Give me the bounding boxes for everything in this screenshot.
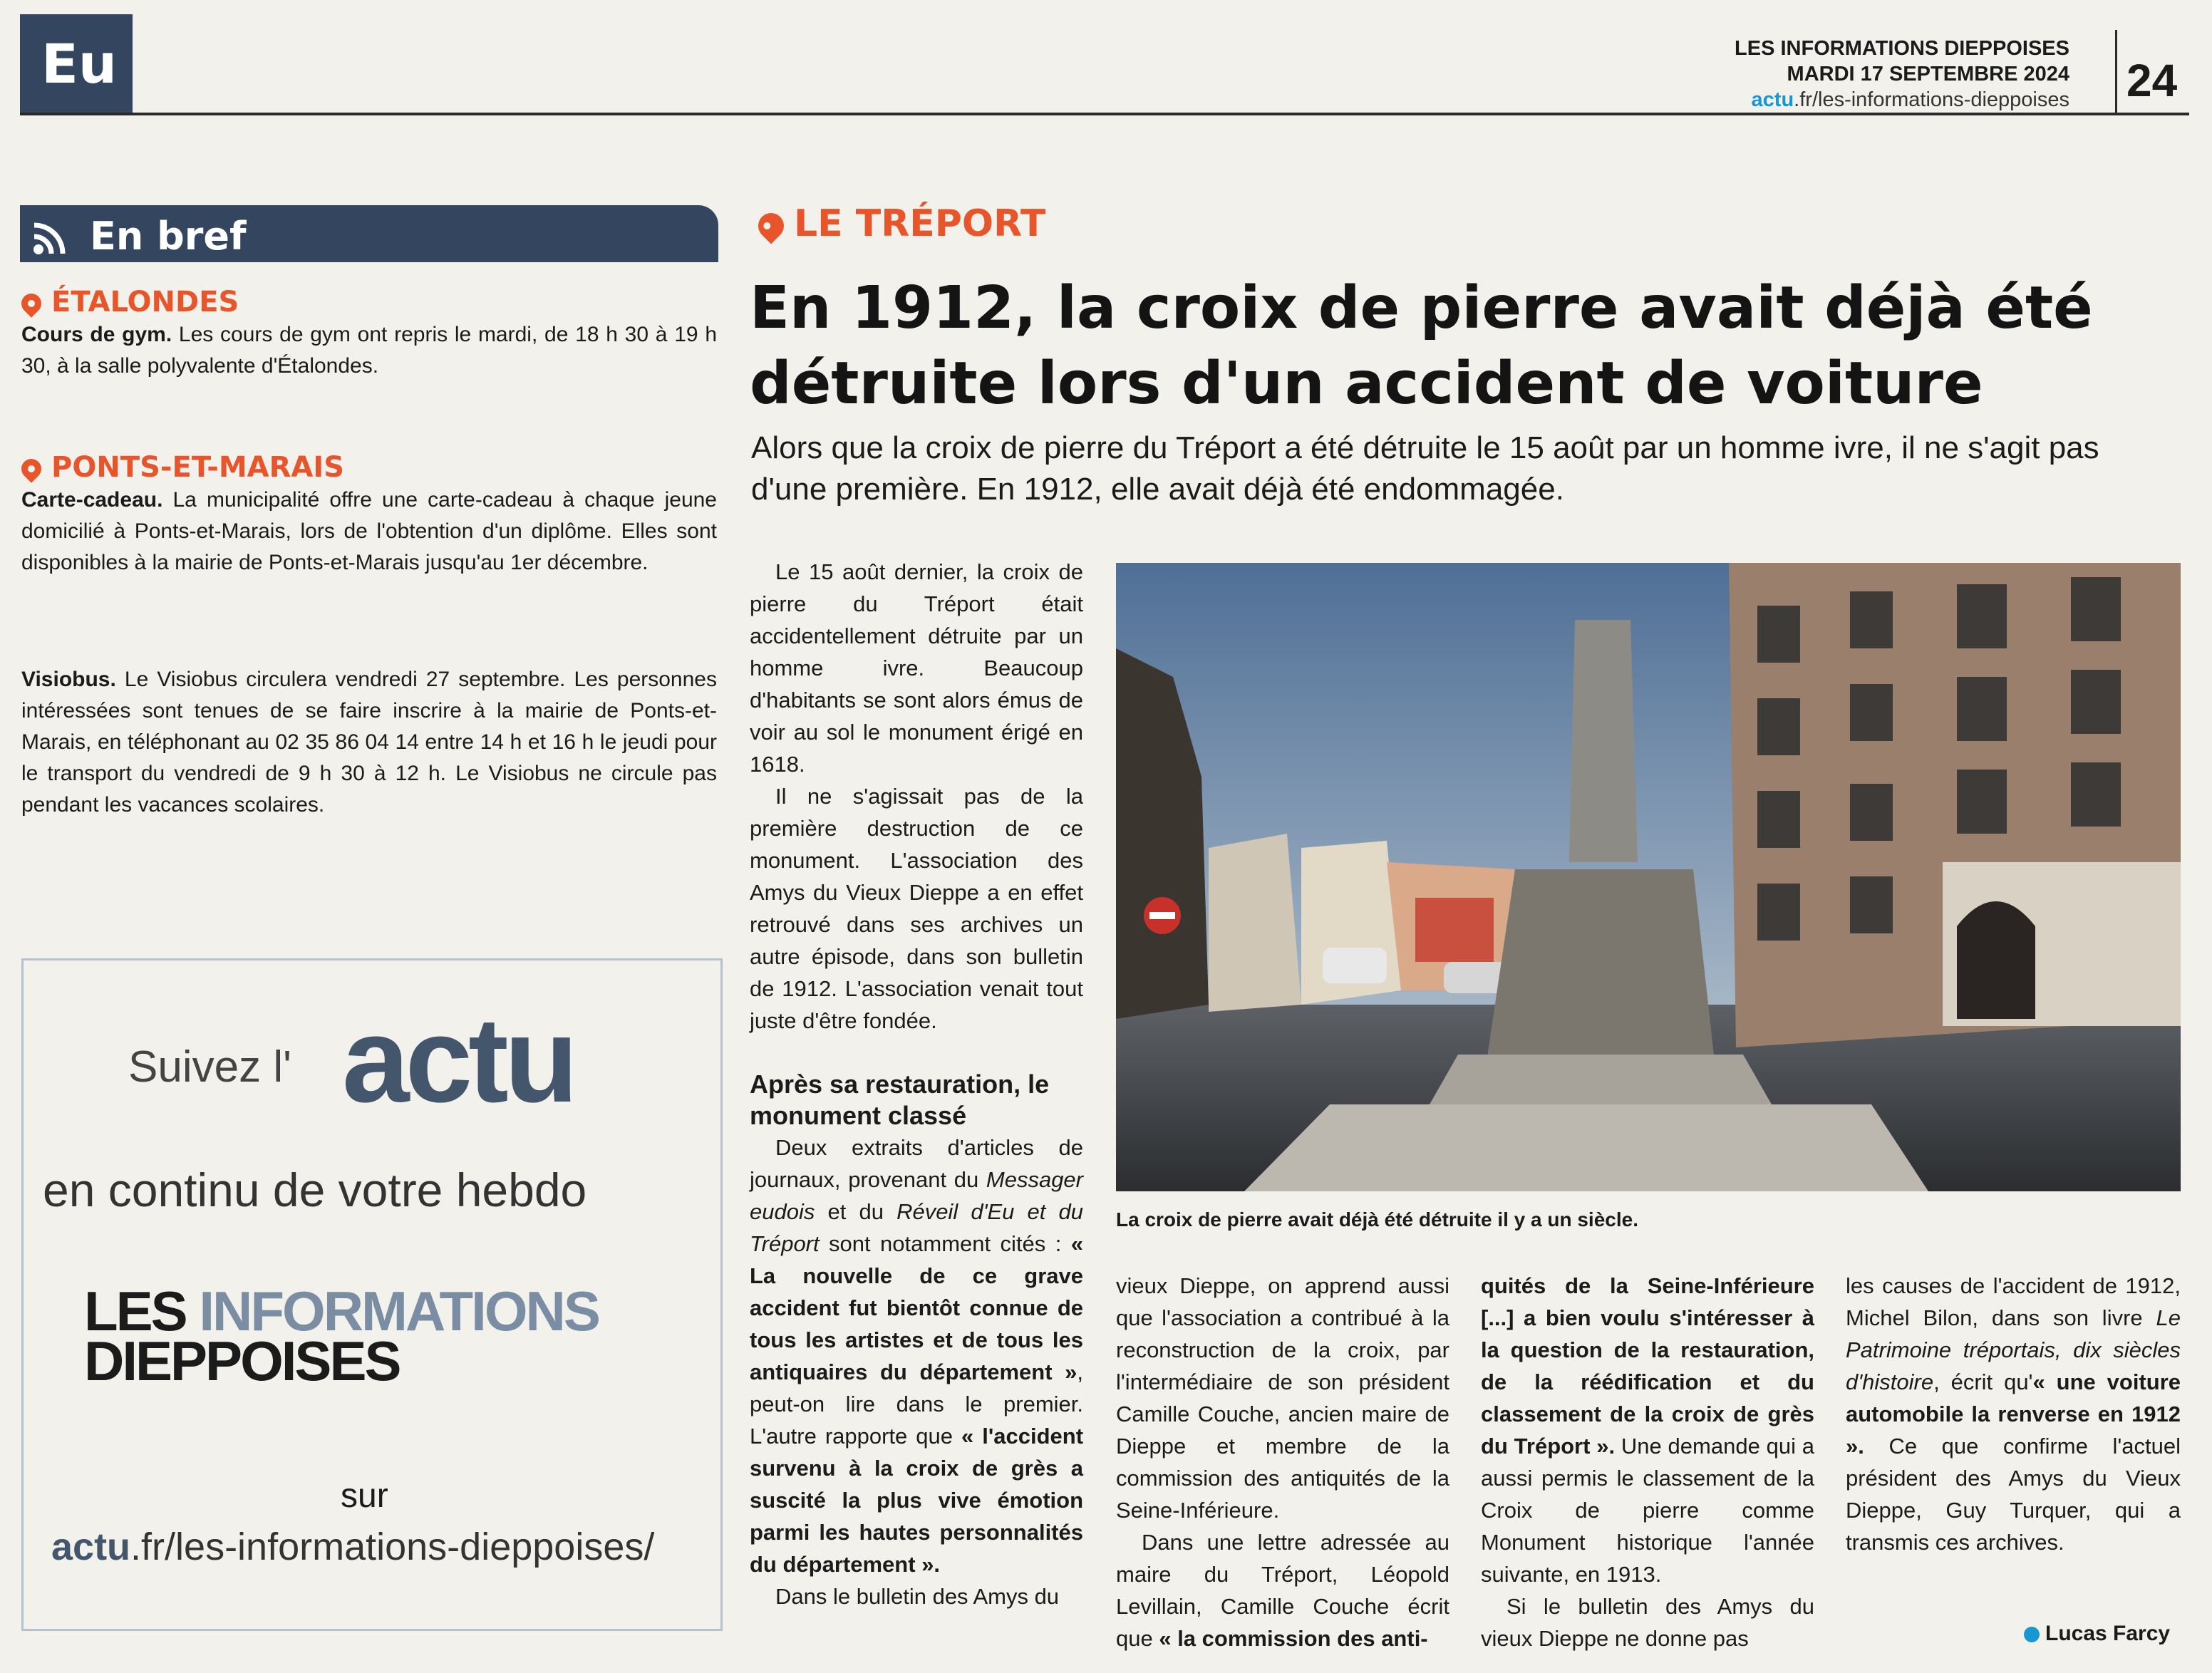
brief-item (21, 285, 717, 382)
header-info (1735, 36, 2069, 113)
section-tab: Eu (20, 14, 133, 114)
newspaper-logo-line2: DIEPPOISES (84, 1330, 400, 1392)
brief-text: Visiobus. Le Visiobus circulera vendredi 27 septembre. Les personnes intéressées sont tenues de se faire inscrire à la mairie de Ponts-et-Marais, en téléphonant au 02 35 86 04 14 entre 14 h et 16 h le jeudi pour le transport du vendredi de 9 h 30 à 12 h. Le Visiobus ne circule pas pendant les vacances scolaires. (21, 668, 717, 817)
brief-text: Cours de gym. Les cours de gym ont repris le mardi, de 18 h 30 à 19 h 30, à la salle polyvalente d'Étalondes. (21, 323, 717, 378)
byline-dot-icon (2024, 1627, 2040, 1642)
newspaper-logo-line1: LES INFORMATIONS (84, 1280, 599, 1342)
location-pin-icon (17, 455, 46, 483)
ad-sur: sur (341, 1477, 388, 1515)
paragraph: Si le bulletin des Amys du vieux Dieppe ne donne pas (1481, 1594, 1814, 1651)
location-pin-icon (753, 208, 790, 244)
en-bref-title: En bref (90, 214, 247, 259)
paragraph: vieux Dieppe, on apprend aussi que l'association a contribué à la reconstruction de la croix, par l'intermédiaire de son président Camille Couche, ancien maire de Dieppe et membre de la commission des antiquités de la Seine-Inférieure. (1116, 1273, 1449, 1523)
byline: Lucas Farcy (2024, 1622, 2170, 1646)
ad-follow-text: Suivez l' (128, 1042, 291, 1092)
brief-location: ÉTALONDES (21, 285, 717, 319)
issue-date: MARDI 17 SEPTEMBRE 2024 (1787, 63, 2069, 86)
paragraph: Il ne s'agissait pas de la première destruction de ce monument. L'association des Amys du Vieux Dieppe a en effet retrouvé dans ses archives un autre épisode, dans son bulletin de 1912. L'association venait tout juste d'être fondée. (750, 784, 1083, 1033)
article-column-1b (750, 1131, 1083, 1612)
location-pin-icon (17, 289, 46, 318)
paragraph: Dans une lettre adressée au maire du Tréport, Léopold Levillain, Camille Couche écrit que « la commission des anti- (1116, 1530, 1449, 1651)
brief-item (21, 450, 717, 579)
paragraph: Dans le bulletin des Amys du (775, 1584, 1060, 1609)
header-rule (20, 113, 2189, 115)
croix-de-pierre-photo (1116, 563, 2181, 1191)
photo-caption: La croix de pierre avait déjà été détruite il y a un siècle. (1116, 1208, 1638, 1231)
ad-tagline: en continu de votre hebdo (43, 1164, 587, 1216)
article-photo (1116, 563, 2181, 1191)
paragraph: Le 15 août dernier, la croix de pierre du Tréport était accidentellement détruite par un homme ivre. Beaucoup d'habitants se sont alors émus de voir au sol le monument érigé en 1618. (750, 559, 1083, 777)
brief-location: PONTS-ET-MARAIS (21, 450, 717, 485)
url-brand: actu (1751, 88, 1794, 111)
article-standfirst: Alors que la croix de pierre du Tréport a été détruite le 15 août par un homme ivre, il ne s'agit pas d'une première. En 1912, elle avait déjà été endommagée. (751, 430, 2099, 507)
paragraph: quités de la Seine-Inférieure [...] a bien voulu s'intéresser à la question de la restauration, de la réédification et du classement de la croix de grès du Tréport ». Une demande qui a aussi permis le classement de la Croix de pierre comme Monument historique l'année suivante, en 1913. (1481, 1273, 1814, 1587)
paragraph: les causes de l'accident de 1912, Michel Bilon, dans son livre Le Patrimoine tréportais, dix siècles d'histoire, écrit qu'« une voiture automobile la renverse en 1912 ». Ce que confirme l'actuel président des Amys du Vieux Dieppe, Guy Turquer, qui a transmis ces archives. (1846, 1273, 2181, 1555)
article-kicker: LE TRÉPORT (758, 201, 1045, 247)
page-number: 24 (2126, 55, 2178, 106)
page-divider (2115, 30, 2117, 114)
ad-actu-logo: actu (342, 993, 574, 1128)
header-url[interactable] (1735, 87, 2069, 113)
ad-url[interactable]: actu.fr/les-informations-dieppoises/ (51, 1526, 655, 1568)
article-column-1a (750, 556, 1083, 1037)
rss-icon (30, 215, 73, 258)
url-rest: .fr/les-informations-dieppoises (1794, 88, 2069, 111)
brief-item (21, 664, 717, 821)
article-column-3 (1481, 1270, 1814, 1654)
article-headline: En 1912, la croix de pierre avait déjà été détruite lors d'un accident de voiture (750, 274, 2093, 418)
article-column-2 (1116, 1270, 1449, 1654)
article-subhead: Après sa restauration, le monument classé (750, 1069, 1050, 1130)
paragraph: Deux extraits d'articles de journaux, provenant du Messager eudois et du Réveil d'Eu et du Tréport sont notamment cités : « La nouvelle de ce grave accident fut bientôt connue de tous les artistes et de tous les antiquaires du département », peut-on lire dans le premier. L'autre rapporte que « l'accident survenu à la croix de grès a suscité la plus vive émotion parmi les hautes personnalités du département ». (750, 1135, 1084, 1577)
newspaper-name: LES INFORMATIONS DIEPPOISES (1735, 37, 2069, 60)
article-column-4 (1846, 1270, 2181, 1558)
brief-text: Carte-cadeau. La municipalité offre une carte-cadeau à chaque jeune domicilié à Ponts-et-Marais, lors de l'obtention d'un diplôme. Elles sont disponibles à la mairie de Ponts-et-Marais jusqu'au 1er décembre. (21, 488, 717, 574)
